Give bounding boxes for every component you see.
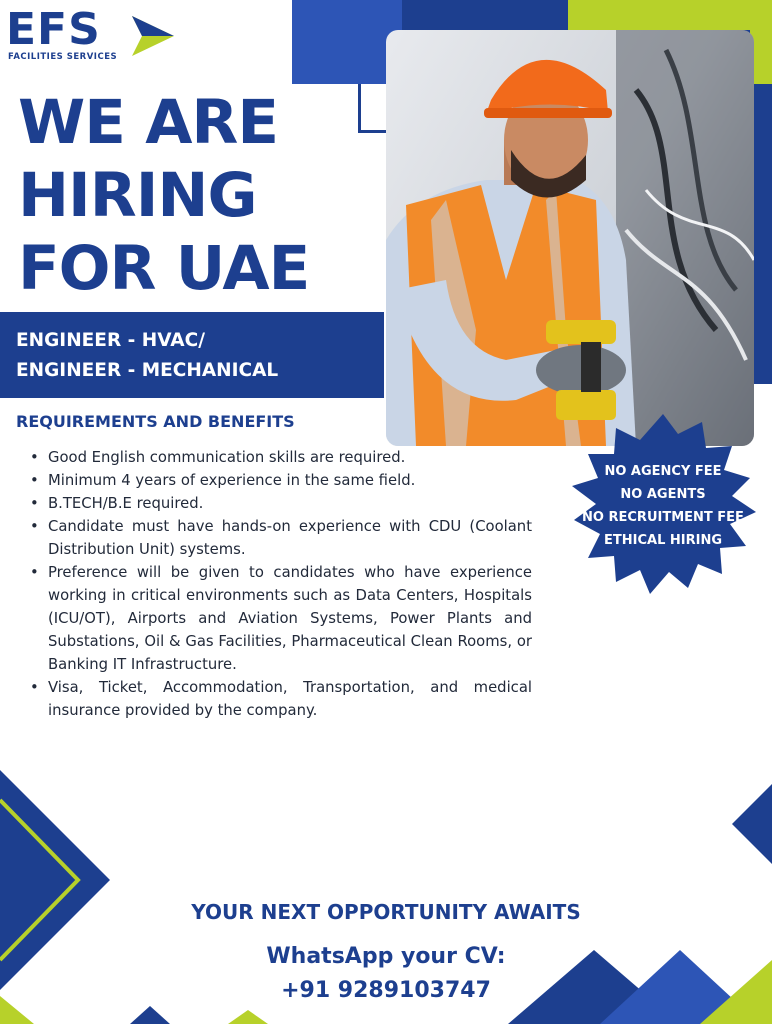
hiring-headline — [18, 86, 388, 305]
badge-text — [556, 460, 770, 552]
headline-line-3: FOR UAE — [18, 233, 310, 304]
worker-photo — [386, 30, 754, 446]
badge-line-3: NO RECRUITMENT FEE — [582, 510, 744, 525]
requirements-title: REQUIREMENTS AND BENEFITS — [16, 412, 295, 431]
requirement-item: • Good English communication skills are required. — [30, 446, 532, 469]
cta-text: YOUR NEXT OPPORTUNITY AWAITS — [191, 900, 581, 924]
role-titles — [16, 326, 376, 386]
requirement-item: • Minimum 4 years of experience in the same field. — [30, 469, 532, 492]
role-line-2: ENGINEER - MECHANICAL — [16, 360, 279, 381]
requirement-item: • Candidate must have hands-on experience with CDU (Coolant Distribution Unit) systems. — [30, 515, 532, 561]
role-line-1: ENGINEER - HVAC/ — [16, 330, 205, 351]
badge-line-1: NO AGENCY FEE — [604, 464, 722, 479]
phone-number[interactable]: +91 9289103747 — [281, 978, 491, 1003]
logo-wordmark: EFS — [6, 4, 101, 55]
headline-line-1: WE ARE — [18, 87, 279, 158]
requirements-list — [30, 446, 532, 722]
requirement-item: • Visa, Ticket, Accommodation, Transportation, and medical insurance provided by the company. — [30, 676, 532, 722]
badge-line-4: ETHICAL HIRING — [604, 533, 722, 548]
whatsapp-label: WhatsApp your CV: — [266, 944, 506, 969]
engineer-illustration — [386, 30, 754, 446]
decor-top-lime-band — [568, 0, 772, 30]
requirement-item: • Preference will be given to candidates who have experience working in critical environments such as Data Centers, Hospitals (ICU/OT), Airports and Aviation Systems, Power Plants and Substations, Oil & Gas Facilities, Pharmaceutical Clean Rooms, or Banking IT Infrastructure. — [30, 561, 532, 676]
badge-line-2: NO AGENTS — [620, 487, 706, 502]
logo-subtitle: FACILITIES SERVICES — [8, 52, 118, 62]
requirement-item: • B.TECH/B.E required. — [30, 492, 532, 515]
headline-line-2: HIRING — [18, 160, 257, 231]
